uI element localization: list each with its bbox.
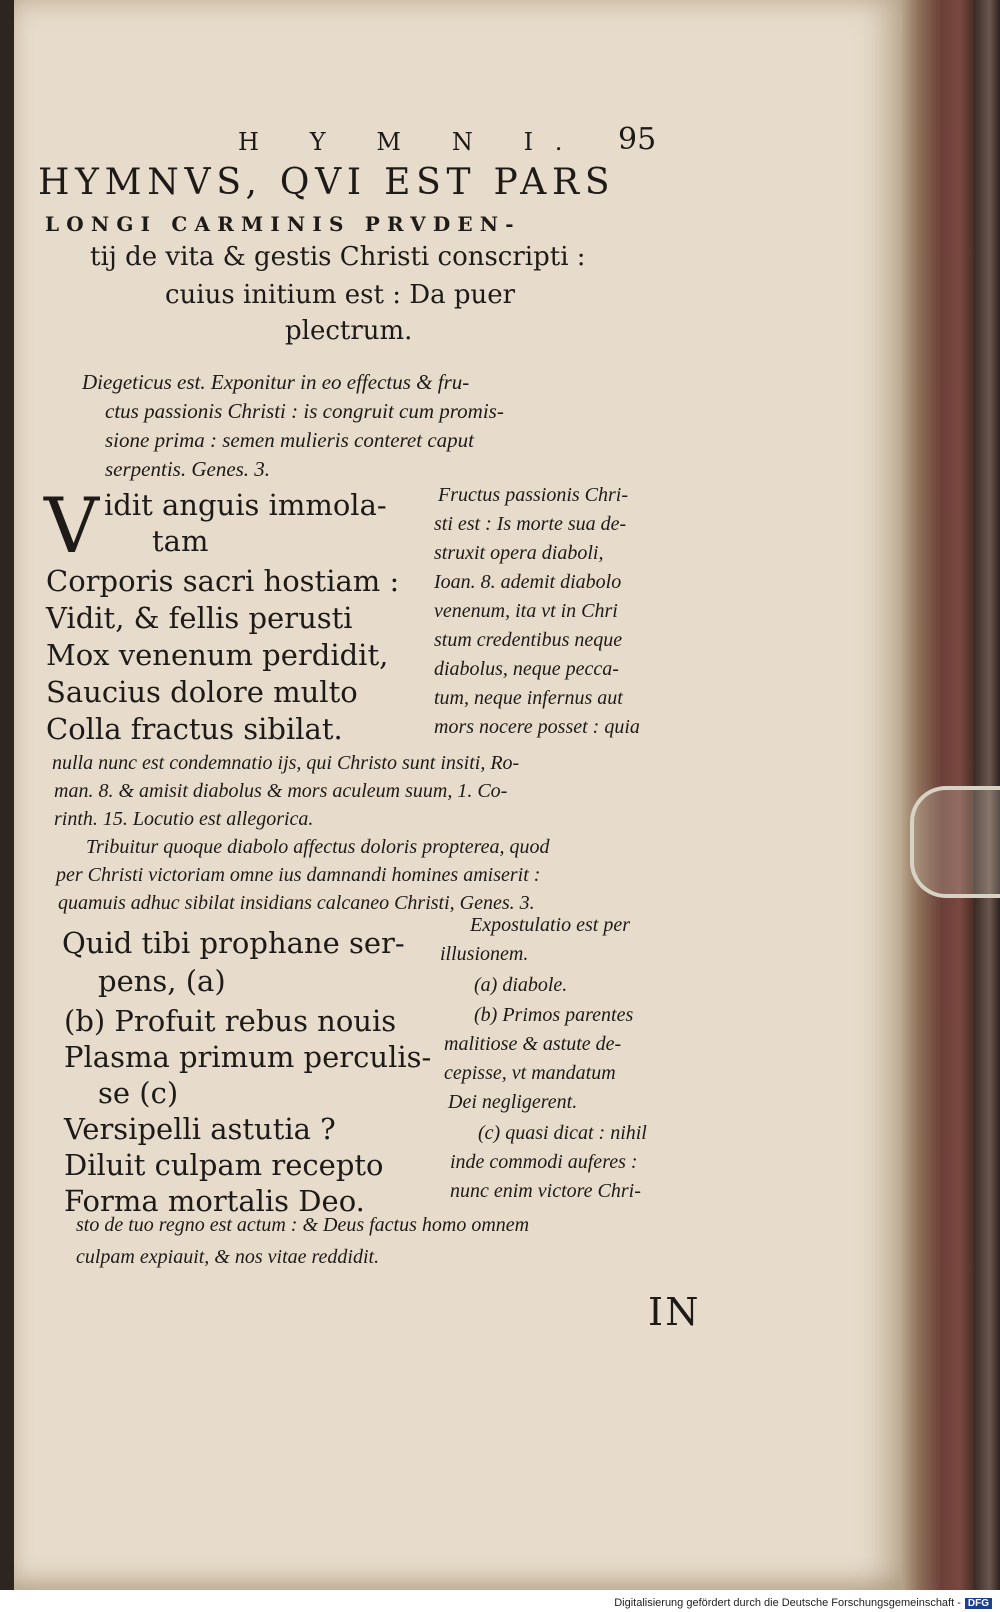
verse-line: Saucius dolore multo <box>46 675 358 709</box>
side-note: Dei negligerent. <box>448 1091 578 1113</box>
page-clip-tab <box>910 786 1000 898</box>
commentary-line: sto de tuo regno est actum : & Deus factus homo omnem <box>76 1214 530 1236</box>
commentary-line: rinth. 15. Locutio est allegorica. <box>54 808 314 830</box>
argument-line: ctus passionis Christi : is congruit cum promis- <box>105 399 504 423</box>
verse-line: Diluit culpam recepto <box>64 1148 384 1182</box>
verse-line: Colla fractus sibilat. <box>46 712 343 746</box>
side-note: stum credentibus neque <box>434 629 623 651</box>
commentary-line: quamuis adhuc sibilat insidians calcaneo Christi, Genes. 3. <box>58 892 535 914</box>
title-line: cuius initium est : Da puer <box>165 280 516 310</box>
commentary-line: per Christi victoriam omne ius damnandi homines amiserit : <box>56 864 541 886</box>
verse-line: Mox venenum perdidit, <box>46 638 389 672</box>
title-line: HYMNVS, QVI EST PARS <box>38 162 616 203</box>
title-line: plectrum. <box>285 316 413 346</box>
side-note: nunc enim victore Chri- <box>450 1180 641 1202</box>
verse-line: Plasma primum perculis- <box>64 1040 432 1074</box>
verse-line: Quid tibi prophane ser- <box>62 926 405 960</box>
side-note: (b) Primos parentes <box>474 1004 634 1026</box>
side-note: cepisse, vt mandatum <box>444 1062 616 1084</box>
side-note: Fructus passionis Chri- <box>438 484 629 506</box>
catchword: IN <box>648 1290 701 1334</box>
argument-line: sione prima : semen mulieris conteret caput <box>105 428 474 452</box>
side-note: mors nocere posset : quia <box>434 716 640 738</box>
title-line: LONGI CARMINIS PRVDEN- <box>45 212 521 236</box>
verse-line: idit anguis immola- <box>104 488 387 522</box>
commentary-line: Tribuitur quoque diabolo affectus doloris propterea, quod <box>86 836 550 858</box>
title-line: tij de vita & gestis Christi conscripti : <box>90 242 586 272</box>
dfg-logo: DFG <box>965 1598 992 1609</box>
verse-line: (b) Profuit rebus nouis <box>64 1004 397 1038</box>
credit-text: Digitalisierung gefördert durch die Deutsche Forschungsgemeinschaft - <box>614 1597 961 1609</box>
argument-line: serpentis. Genes. 3. <box>105 457 271 481</box>
verse-line: Versipelli astutia ? <box>64 1112 336 1146</box>
verse-line: se (c) <box>98 1076 179 1110</box>
side-note: (c) quasi dicat : nihil <box>478 1122 647 1144</box>
page-number: 95 <box>618 122 657 157</box>
commentary-line: nulla nunc est condemnatio ijs, qui Christo sunt insiti, Ro- <box>52 752 520 774</box>
drop-cap: V <box>44 481 99 570</box>
verse-line: Vidit, & fellis perusti <box>46 601 353 635</box>
verse-line: tam <box>152 524 209 558</box>
side-note: tum, neque infernus aut <box>434 687 623 709</box>
side-note: diabolus, neque pecca- <box>434 658 619 680</box>
commentary-line: man. 8. & amisit diabolus & mors aculeum suum, 1. Co- <box>54 780 508 802</box>
side-note: struxit opera diaboli, <box>434 542 604 564</box>
argument-line: Diegeticus est. Exponitur in eo effectus & fru- <box>82 370 470 394</box>
verse-line: Forma mortalis Deo. <box>64 1184 365 1218</box>
running-head: H Y M N I. <box>238 128 584 156</box>
verse-line: pens, (a) <box>98 964 226 998</box>
verse-line: Corporis sacri hostiam : <box>46 564 400 598</box>
digitization-credit <box>614 1597 992 1609</box>
side-note: malitiose & astute de- <box>444 1033 622 1055</box>
commentary-line: culpam expiauit, & nos vitae reddidit. <box>76 1246 380 1268</box>
side-note: venenum, ita vt in Chri <box>434 600 618 622</box>
side-note: Expostulatio est per <box>470 914 630 936</box>
side-note: Ioan. 8. ademit diabolo <box>434 571 622 593</box>
side-note: inde commodi auferes : <box>450 1151 638 1173</box>
side-note: (a) diabole. <box>474 974 568 996</box>
side-note: illusionem. <box>440 943 529 965</box>
side-note: sti est : Is morte sua de- <box>434 513 627 535</box>
